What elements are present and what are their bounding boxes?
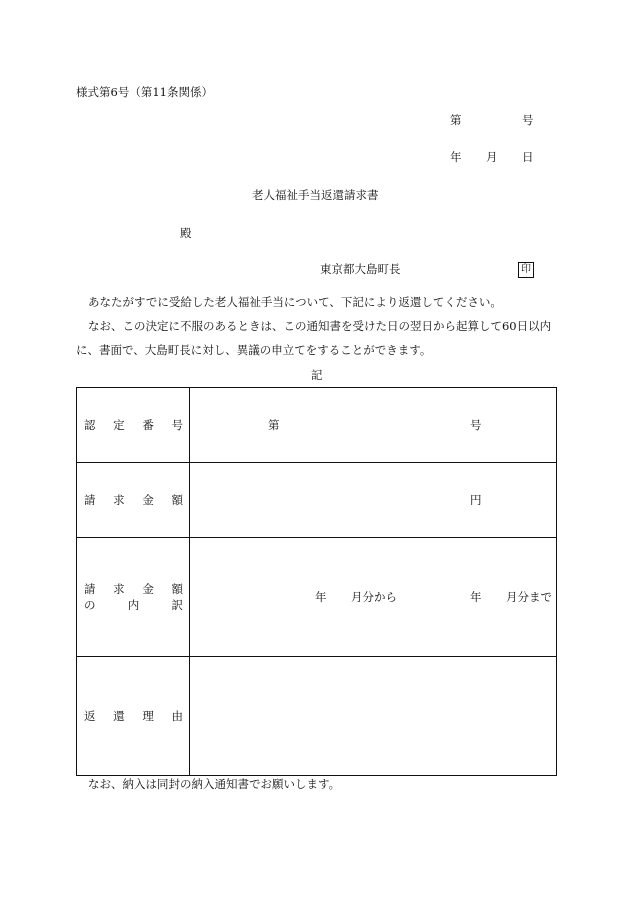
doc-number-suffix: 号	[522, 113, 534, 127]
seal-stamp: 印	[518, 262, 534, 278]
addressee-suffix: 殿	[180, 226, 192, 240]
date-year: 年	[450, 150, 462, 164]
body-paragraph-2: なお、この決定に不服のあるときは、この通知書を受けた日の翌日から起算して60日以内に、書面で、大島町長に対し、異議の申立てをすることができます。	[76, 319, 552, 357]
issuer-name: 東京都大島町長	[320, 262, 401, 276]
value-refund-reason[interactable]	[190, 657, 557, 776]
cert-suffix: 号	[470, 418, 482, 432]
row-claim-amount	[77, 463, 557, 538]
claim-table	[76, 387, 557, 776]
footer-note: なお、納入は同封の納入通知書でお願いします。	[88, 777, 341, 791]
form-id: 様式第6号（第11条関係）	[76, 85, 213, 99]
to-year: 年	[470, 590, 482, 604]
date-month: 月	[486, 150, 498, 164]
value-claim-amount[interactable]	[190, 463, 557, 538]
value-amount-breakdown[interactable]	[190, 538, 557, 657]
body-paragraph-1: あなたがすでに受給した老人福祉手当について、下記により返還してください。	[88, 295, 502, 309]
from-year: 年	[315, 590, 327, 604]
label-refund-reason: 返 還 理 由	[77, 657, 190, 776]
label-claim-amount: 請 求 金 額	[77, 463, 190, 538]
cert-prefix: 第	[268, 418, 280, 432]
from-month: 月分から	[351, 590, 397, 604]
value-certification-number[interactable]	[190, 388, 557, 463]
to-month: 月分まで	[506, 590, 552, 604]
ki-heading: 記	[311, 368, 323, 382]
row-certification-number	[77, 388, 557, 463]
label-certification-number: 認 定 番 号	[77, 388, 190, 463]
doc-number-prefix: 第	[450, 113, 462, 127]
yen-unit: 円	[470, 493, 482, 507]
document-title: 老人福祉手当返還請求書	[252, 188, 379, 202]
row-amount-breakdown	[77, 538, 557, 657]
row-refund-reason	[77, 657, 557, 776]
label-amount-breakdown: 請 求 金 額 の 内 訳	[77, 538, 190, 657]
date-day: 日	[522, 150, 534, 164]
